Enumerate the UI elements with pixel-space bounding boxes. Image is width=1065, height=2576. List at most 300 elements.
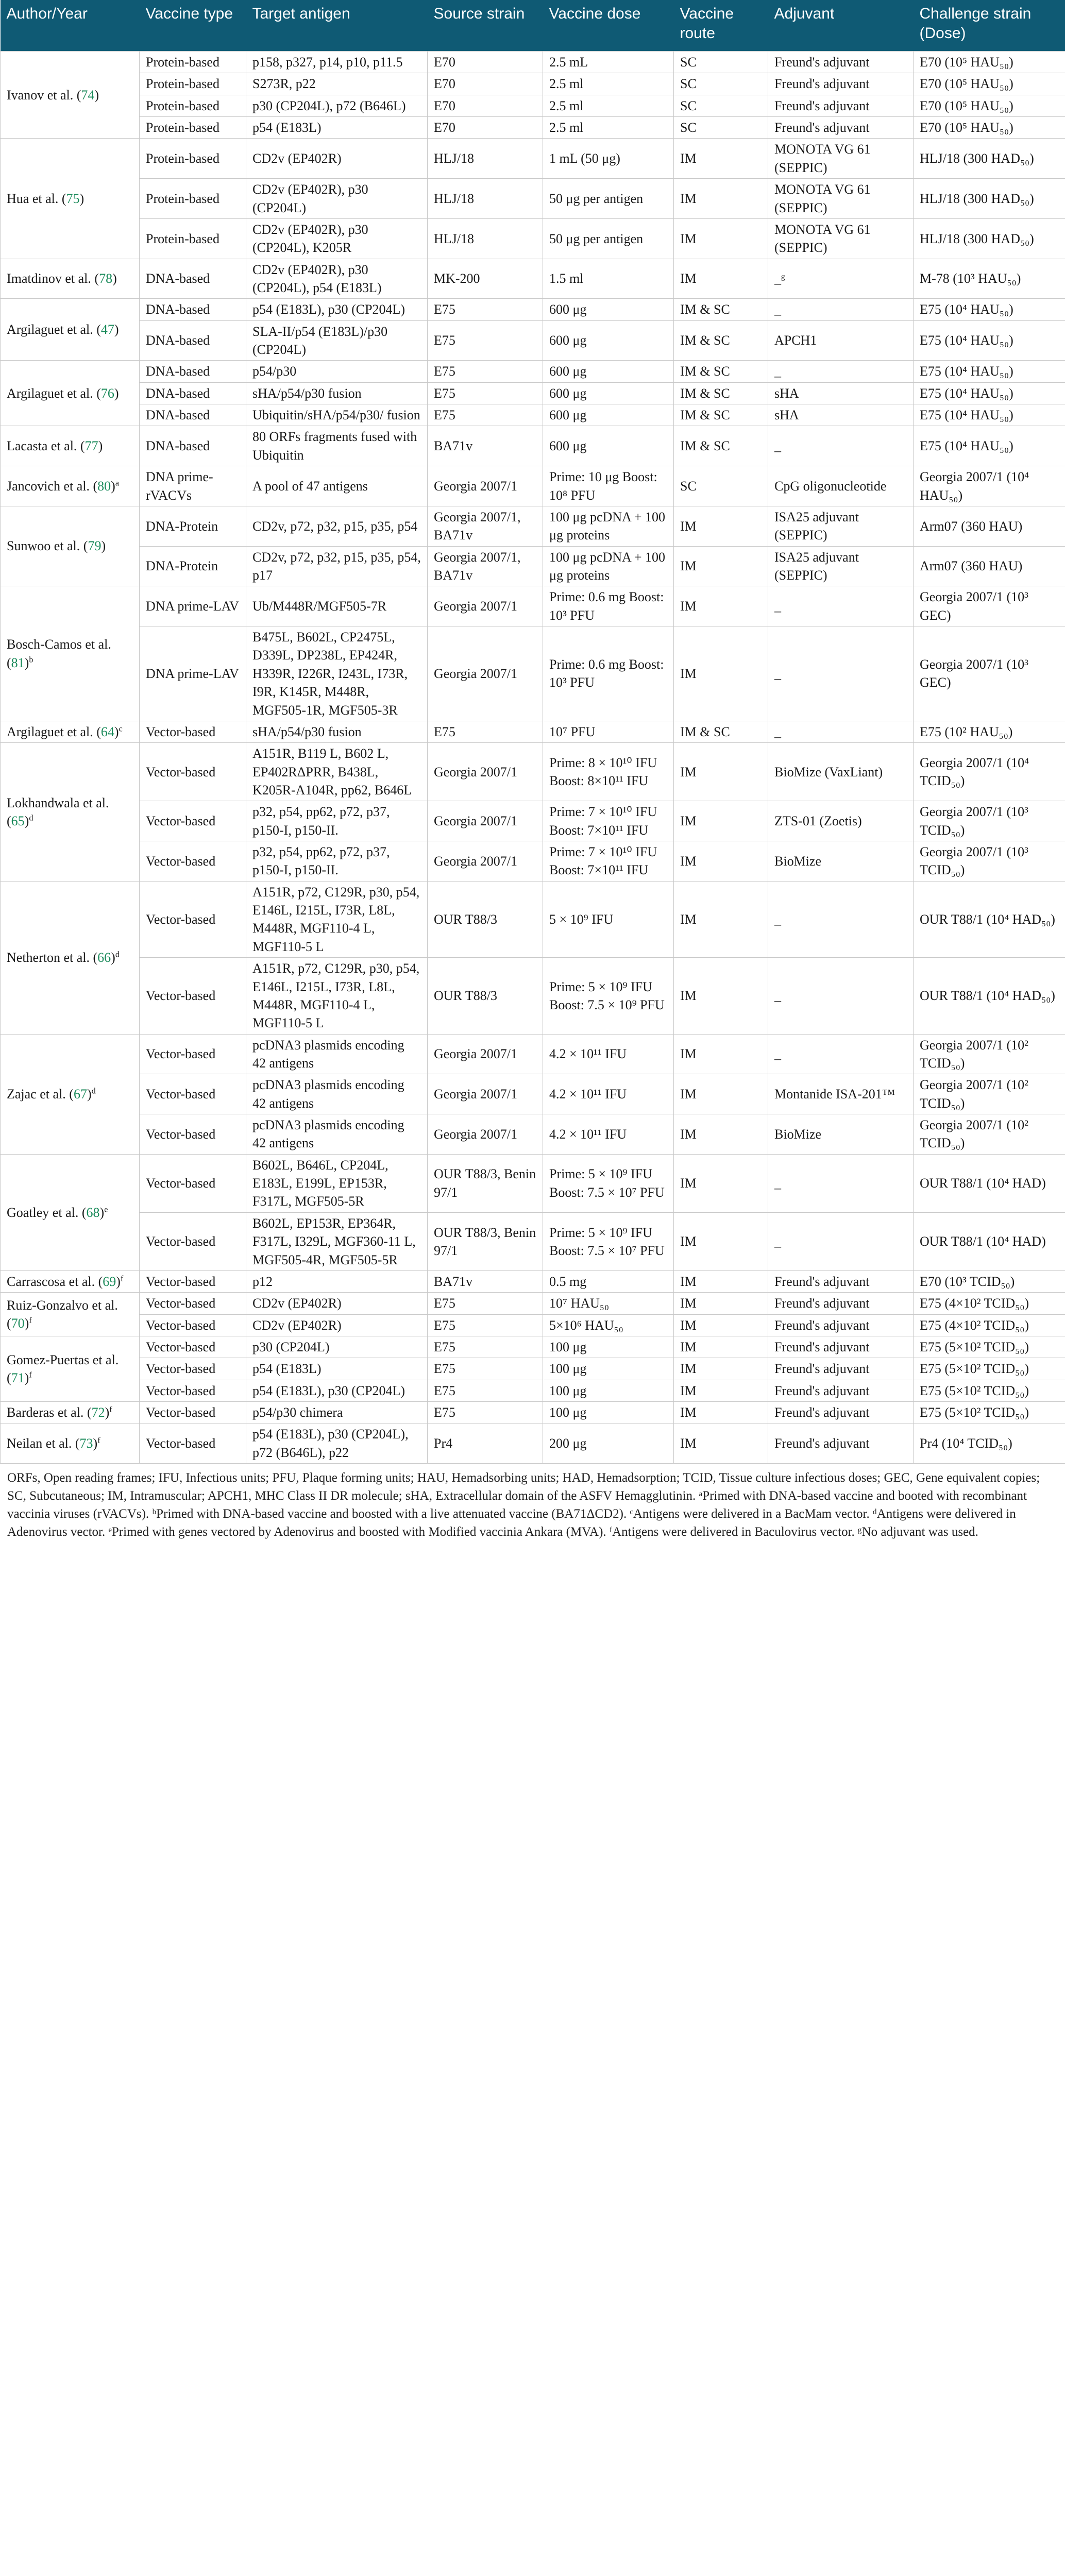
author-name: Ruiz-Gonzalvo et al.: [7, 1297, 118, 1313]
reference-link[interactable]: 66: [97, 950, 111, 965]
reference-link[interactable]: 47: [100, 322, 114, 337]
vaccine-dose-cell: 600 μg: [543, 404, 674, 426]
author-name: Argilaguet et al.: [7, 322, 93, 337]
challenge-strain-cell: Georgia 2007/1 (10³ GEC): [914, 586, 1065, 626]
header-adjuvant: Adjuvant: [768, 0, 914, 52]
author-cell: Barderas et al. $(72)^f$: [1, 1402, 140, 1423]
challenge-strain-cell: HLJ/18 (300 HAD₅₀): [914, 218, 1065, 259]
vaccine-route-cell: IM: [674, 546, 768, 586]
reference-link[interactable]: 80: [97, 478, 111, 494]
source-strain-cell: OUR T88/3, Benin 97/1: [428, 1212, 543, 1270]
challenge-strain-cell: E75 (10⁴ HAU₅₀): [914, 404, 1065, 426]
vaccine-type-cell: Vector-based: [140, 1336, 246, 1358]
vaccine-dose-cell: 600 μg: [543, 361, 674, 382]
vaccine-type-cell: Vector-based: [140, 721, 246, 742]
adjuvant-cell: _: [768, 361, 914, 382]
source-strain-cell: BA71v: [428, 426, 543, 466]
vaccine-route-cell: SC: [674, 117, 768, 139]
reference-link[interactable]: 69: [103, 1274, 116, 1289]
adjuvant-cell: _: [768, 626, 914, 721]
source-strain-cell: E75: [428, 404, 543, 426]
challenge-strain-cell: Arm07 (360 HAU): [914, 506, 1065, 546]
reference-link[interactable]: 73: [79, 1436, 93, 1451]
source-strain-cell: E70: [428, 117, 543, 139]
challenge-strain-cell: E75 (10⁴ HAU₅₀): [914, 382, 1065, 404]
table-row: [1, 506, 1065, 546]
challenge-strain-cell: OUR T88/1 (10⁴ HAD): [914, 1212, 1065, 1270]
table-row: [1, 1074, 1065, 1114]
challenge-strain-cell: M-78 (10³ HAU₅₀): [914, 259, 1065, 299]
header-source-strain: Source strain: [428, 0, 543, 52]
reference-link[interactable]: 76: [100, 385, 114, 401]
source-strain-cell: E70: [428, 95, 543, 116]
source-strain-cell: HLJ/18: [428, 218, 543, 259]
header-vaccine-dose: Vaccine dose: [543, 0, 674, 52]
adjuvant-cell: ZTS-01 (Zoetis): [768, 801, 914, 841]
source-strain-cell: E70: [428, 73, 543, 95]
adjuvant-cell: MONOTA VG 61 (SEPPIC): [768, 179, 914, 219]
challenge-strain-cell: Georgia 2007/1 (10² TCID₅₀): [914, 1034, 1065, 1074]
vaccine-dose-cell: Prime: 7 × 10¹⁰ IFU Boost: 7×10¹¹ IFU: [543, 841, 674, 882]
source-strain-cell: Georgia 2007/1, BA71v: [428, 546, 543, 586]
adjuvant-cell: sHA: [768, 404, 914, 426]
source-strain-cell: Georgia 2007/1: [428, 586, 543, 626]
header-row: [1, 0, 1065, 52]
author-cell: Ivanov et al. (74): [1, 52, 140, 139]
vaccine-dose-cell: Prime: 7 × 10¹⁰ IFU Boost: 7×10¹¹ IFU: [543, 801, 674, 841]
vaccine-route-cell: IM & SC: [674, 382, 768, 404]
vaccine-route-cell: IM & SC: [674, 361, 768, 382]
vaccine-type-cell: Protein-based: [140, 95, 246, 116]
table-row: [1, 466, 1065, 506]
target-antigen-cell: p12: [246, 1270, 428, 1292]
vaccine-route-cell: IM: [674, 506, 768, 546]
source-strain-cell: MK-200: [428, 259, 543, 299]
author-name: Lacasta et al.: [7, 438, 77, 454]
vaccine-route-cell: IM: [674, 1380, 768, 1401]
source-strain-cell: OUR T88/3, Benin 97/1: [428, 1154, 543, 1212]
vaccine-type-cell: Vector-based: [140, 1270, 246, 1292]
table-row: [1, 1358, 1065, 1380]
vaccine-route-cell: IM & SC: [674, 404, 768, 426]
vaccine-dose-cell: 0.5 mg: [543, 1270, 674, 1292]
author-cell: Bosch-Camos et al. $(81)^b$: [1, 586, 140, 721]
table-row: [1, 95, 1065, 116]
vaccine-dose-cell: 100 μg pcDNA + 100 μg proteins: [543, 506, 674, 546]
vaccine-dose-cell: 10⁷ HAU₅₀: [543, 1293, 674, 1314]
author-cell: Argilaguet et al. (47): [1, 299, 140, 361]
vaccine-route-cell: IM: [674, 1212, 768, 1270]
challenge-strain-cell: OUR T88/1 (10⁴ HAD₅₀): [914, 958, 1065, 1034]
target-antigen-cell: Ubiquitin/sHA/p54/p30/ fusion: [246, 404, 428, 426]
vaccine-dose-cell: 100 μg: [543, 1380, 674, 1401]
table-body: [1, 52, 1065, 1464]
header-challenge-strain: Challenge strain (Dose): [914, 0, 1065, 52]
vaccine-route-cell: IM: [674, 1270, 768, 1292]
reference-link[interactable]: 75: [66, 191, 80, 206]
vaccine-type-cell: DNA-Protein: [140, 506, 246, 546]
table-row: [1, 1380, 1065, 1401]
target-antigen-cell: sHA/p54/p30 fusion: [246, 382, 428, 404]
vaccine-dose-cell: 10⁷ PFU: [543, 721, 674, 742]
vaccine-route-cell: IM: [674, 841, 768, 882]
author-name: Carrascosa et al.: [7, 1274, 95, 1289]
adjuvant-cell: MONOTA VG 61 (SEPPIC): [768, 218, 914, 259]
source-strain-cell: E75: [428, 382, 543, 404]
vaccine-dose-cell: 50 μg per antigen: [543, 218, 674, 259]
target-antigen-cell: A151R, p72, C129R, p30, p54, E146L, I215L, I73R, L8L, M448R, MGF110-4 L, MGF110-5 L: [246, 958, 428, 1034]
author-name: Jancovich et al.: [7, 478, 90, 494]
adjuvant-cell: Montanide ISA-201™: [768, 1074, 914, 1114]
challenge-strain-cell: Arm07 (360 HAU): [914, 546, 1065, 586]
adjuvant-cell: _: [768, 586, 914, 626]
vaccine-dose-cell: 1 mL (50 μg): [543, 139, 674, 179]
vaccine-dose-cell: 4.2 × 10¹¹ IFU: [543, 1074, 674, 1114]
author-name: Imatdinov et al.: [7, 271, 91, 286]
source-strain-cell: OUR T88/3: [428, 881, 543, 957]
source-strain-cell: E75: [428, 1336, 543, 1358]
target-antigen-cell: p32, p54, pp62, p72, p37, p150-I, p150-II.: [246, 841, 428, 882]
adjuvant-cell: Freund's adjuvant: [768, 1314, 914, 1336]
vaccine-dose-cell: Prime: 0.6 mg Boost: 10³ PFU: [543, 626, 674, 721]
target-antigen-cell: 80 ORFs fragments fused with Ubiquitin: [246, 426, 428, 466]
header-vaccine-route: Vaccine route: [674, 0, 768, 52]
reference-link[interactable]: 71: [11, 1370, 25, 1386]
reference-link[interactable]: 79: [88, 538, 102, 554]
table-row: [1, 841, 1065, 882]
vaccine-type-cell: Protein-based: [140, 73, 246, 95]
adjuvant-cell: _: [768, 1034, 914, 1074]
vaccine-route-cell: SC: [674, 466, 768, 506]
adjuvant-cell: _: [768, 881, 914, 957]
vaccine-route-cell: IM: [674, 1293, 768, 1314]
vaccine-route-cell: IM & SC: [674, 426, 768, 466]
vaccine-route-cell: SC: [674, 52, 768, 73]
vaccine-route-cell: SC: [674, 95, 768, 116]
target-antigen-cell: sHA/p54/p30 fusion: [246, 721, 428, 742]
vaccine-route-cell: SC: [674, 73, 768, 95]
vaccine-type-cell: DNA-based: [140, 320, 246, 361]
source-strain-cell: Georgia 2007/1: [428, 1034, 543, 1074]
table-row: [1, 218, 1065, 259]
table-row: [1, 1154, 1065, 1212]
table-row: [1, 1212, 1065, 1270]
footnote-marker: d: [115, 950, 120, 959]
table-row: [1, 1114, 1065, 1155]
author-cell: Zajac et al. $(67)^d$: [1, 1034, 140, 1154]
reference-link[interactable]: 74: [81, 87, 95, 103]
author-name: Argilaguet et al.: [7, 724, 93, 739]
table-row: [1, 1314, 1065, 1336]
vaccine-route-cell: IM: [674, 1402, 768, 1423]
target-antigen-cell: p158, p327, p14, p10, p11.5: [246, 52, 428, 73]
author-cell: Argilaguet et al. (76): [1, 361, 140, 426]
source-strain-cell: E75: [428, 1358, 543, 1380]
footnote-marker: c: [119, 724, 123, 734]
vaccine-dose-cell: Prime: 5 × 10⁹ IFU Boost: 7.5 × 10⁷ PFU: [543, 1154, 674, 1212]
adjuvant-cell: BioMize (VaxLiant): [768, 743, 914, 801]
challenge-strain-cell: HLJ/18 (300 HAD₅₀): [914, 179, 1065, 219]
vaccine-type-cell: DNA-based: [140, 382, 246, 404]
vaccine-type-cell: DNA-based: [140, 404, 246, 426]
vaccine-dose-cell: 600 μg: [543, 299, 674, 320]
vaccine-type-cell: Vector-based: [140, 1423, 246, 1464]
challenge-strain-cell: OUR T88/1 (10⁴ HAD₅₀): [914, 881, 1065, 957]
adjuvant-cell: _: [768, 958, 914, 1034]
vaccine-type-cell: Vector-based: [140, 1034, 246, 1074]
vaccine-dose-cell: Prime: 8 × 10¹⁰ IFU Boost: 8×10¹¹ IFU: [543, 743, 674, 801]
adjuvant-cell: _: [768, 721, 914, 742]
adjuvant-cell: ISA25 adjuvant (SEPPIC): [768, 546, 914, 586]
source-strain-cell: Georgia 2007/1: [428, 743, 543, 801]
table-row: [1, 299, 1065, 320]
challenge-strain-cell: E75 (10⁴ HAU₅₀): [914, 320, 1065, 361]
vaccine-type-cell: Protein-based: [140, 139, 246, 179]
source-strain-cell: OUR T88/3: [428, 958, 543, 1034]
challenge-strain-cell: E70 (10⁵ HAU₅₀): [914, 73, 1065, 95]
footnote-marker: a: [115, 479, 119, 488]
challenge-strain-cell: E70 (10⁵ HAU₅₀): [914, 117, 1065, 139]
vaccine-type-cell: Vector-based: [140, 1114, 246, 1155]
footnote-marker: d: [91, 1087, 96, 1096]
target-antigen-cell: p54/p30 chimera: [246, 1402, 428, 1423]
source-strain-cell: Georgia 2007/1: [428, 841, 543, 882]
table-row: [1, 320, 1065, 361]
vaccine-route-cell: IM & SC: [674, 320, 768, 361]
reference-link[interactable]: 67: [73, 1087, 87, 1101]
vaccine-route-cell: IM: [674, 626, 768, 721]
challenge-strain-cell: E70 (10⁵ HAU₅₀): [914, 95, 1065, 116]
table-row: [1, 139, 1065, 179]
target-antigen-cell: CD2v (EP402R), p30 (CP204L): [246, 179, 428, 219]
vaccine-route-cell: IM: [674, 801, 768, 841]
vaccine-type-cell: Vector-based: [140, 1154, 246, 1212]
challenge-strain-cell: E75 (10² HAU₅₀): [914, 721, 1065, 742]
vaccine-type-cell: Vector-based: [140, 958, 246, 1034]
target-antigen-cell: p30 (CP204L), p72 (B646L): [246, 95, 428, 116]
footnote-marker: f: [109, 1405, 112, 1414]
challenge-strain-cell: E70 (10³ TCID₅₀): [914, 1270, 1065, 1292]
challenge-strain-cell: E75 (4×10² TCID₅₀): [914, 1314, 1065, 1336]
reference-link[interactable]: 77: [84, 438, 98, 454]
author-name: Neilan et al.: [7, 1436, 72, 1451]
challenge-strain-cell: E75 (5×10² TCID₅₀): [914, 1402, 1065, 1423]
vaccine-dose-cell: 600 μg: [543, 320, 674, 361]
author-cell: Hua et al. (75): [1, 139, 140, 259]
table-row: [1, 546, 1065, 586]
table-row: [1, 1293, 1065, 1314]
vaccine-type-cell: Vector-based: [140, 1074, 246, 1114]
target-antigen-cell: CD2v, p72, p32, p15, p35, p54, p17: [246, 546, 428, 586]
target-antigen-cell: pcDNA3 plasmids encoding 42 antigens: [246, 1114, 428, 1155]
challenge-strain-cell: HLJ/18 (300 HAD₅₀): [914, 139, 1065, 179]
table-row: [1, 801, 1065, 841]
source-strain-cell: HLJ/18: [428, 179, 543, 219]
author-name: Gomez-Puertas et al.: [7, 1352, 119, 1367]
vaccine-type-cell: Vector-based: [140, 1293, 246, 1314]
vaccine-route-cell: IM: [674, 1074, 768, 1114]
author-name: Hua et al.: [7, 191, 59, 206]
vaccine-type-cell: Protein-based: [140, 117, 246, 139]
target-antigen-cell: CD2v, p72, p32, p15, p35, p54: [246, 506, 428, 546]
reference-link[interactable]: 70: [11, 1316, 25, 1331]
author-cell: Netherton et al. $(66)^d$: [1, 881, 140, 1034]
challenge-strain-cell: Georgia 2007/1 (10³ GEC): [914, 626, 1065, 721]
table-row: [1, 1270, 1065, 1292]
challenge-strain-cell: Georgia 2007/1 (10² TCID₅₀): [914, 1114, 1065, 1155]
footnote-marker: f: [97, 1436, 100, 1445]
author-name: Lokhandwala et al.: [7, 795, 109, 810]
target-antigen-cell: pcDNA3 plasmids encoding 42 antigens: [246, 1074, 428, 1114]
target-antigen-cell: B602L, B646L, CP204L, E183L, E199L, EP153R, F317L, MGF505-5R: [246, 1154, 428, 1212]
author-name: Netherton et al.: [7, 950, 90, 965]
reference-link[interactable]: 81: [11, 655, 25, 670]
reference-link[interactable]: 72: [91, 1405, 105, 1420]
vaccine-route-cell: IM: [674, 1314, 768, 1336]
author-name: Sunwoo et al.: [7, 538, 80, 554]
target-antigen-cell: CD2v (EP402R): [246, 1314, 428, 1336]
adjuvant-cell: sHA: [768, 382, 914, 404]
target-antigen-cell: p54 (E183L), p30 (CP204L): [246, 299, 428, 320]
target-antigen-cell: A151R, B119 L, B602 L, EP402RΔPRR, B438L, K205R-A104R, pp62, B646L: [246, 743, 428, 801]
vaccine-route-cell: IM: [674, 1154, 768, 1212]
reference-link[interactable]: 68: [86, 1205, 100, 1220]
target-antigen-cell: A151R, p72, C129R, p30, p54, E146L, I215L, I73R, L8L, M448R, MGF110-4 L, MGF110-5 L: [246, 881, 428, 957]
target-antigen-cell: p54 (E183L): [246, 1358, 428, 1380]
author-name: Goatley et al.: [7, 1205, 79, 1220]
adjuvant-cell: Freund's adjuvant: [768, 52, 914, 73]
vaccine-dose-cell: 100 μg pcDNA + 100 μg proteins: [543, 546, 674, 586]
adjuvant-cell: Freund's adjuvant: [768, 1270, 914, 1292]
vaccine-dose-cell: 50 μg per antigen: [543, 179, 674, 219]
reference-link[interactable]: 65: [11, 813, 25, 828]
vaccine-route-cell: IM: [674, 1114, 768, 1155]
vaccine-dose-cell: Prime: 10 μg Boost: 10⁸ PFU: [543, 466, 674, 506]
footnote-marker: f: [120, 1274, 124, 1283]
author-cell: Goatley et al. $(68)^e$: [1, 1154, 140, 1270]
author-name: Barderas et al.: [7, 1405, 84, 1420]
vaccine-type-cell: Protein-based: [140, 218, 246, 259]
vaccine-route-cell: IM: [674, 1336, 768, 1358]
adjuvant-cell: Freund's adjuvant: [768, 1336, 914, 1358]
footnote-marker: d: [29, 814, 33, 823]
header-vaccine-type: Vaccine type: [140, 0, 246, 52]
target-antigen-cell: CD2v (EP402R), p30 (CP204L), K205R: [246, 218, 428, 259]
target-antigen-cell: B602L, EP153R, EP364R, F317L, I329L, MGF360-11 L, MGF505-4R, MGF505-5R: [246, 1212, 428, 1270]
challenge-strain-cell: E75 (5×10² TCID₅₀): [914, 1358, 1065, 1380]
source-strain-cell: E75: [428, 1402, 543, 1423]
source-strain-cell: E70: [428, 52, 543, 73]
target-antigen-cell: p54/p30: [246, 361, 428, 382]
source-strain-cell: E75: [428, 320, 543, 361]
table-header: [1, 0, 1065, 52]
vaccine-type-cell: DNA-based: [140, 426, 246, 466]
source-strain-cell: E75: [428, 1314, 543, 1336]
challenge-strain-cell: E70 (10⁵ HAU₅₀): [914, 52, 1065, 73]
author-name: Bosch-Camos et al.: [7, 637, 111, 652]
vaccine-route-cell: IM: [674, 586, 768, 626]
challenge-strain-cell: E75 (5×10² TCID₅₀): [914, 1336, 1065, 1358]
challenge-strain-cell: E75 (4×10² TCID₅₀): [914, 1293, 1065, 1314]
table-row: [1, 73, 1065, 95]
challenge-strain-cell: OUR T88/1 (10⁴ HAD): [914, 1154, 1065, 1212]
author-cell: Lokhandwala et al. $(65)^d$: [1, 743, 140, 882]
vaccine-type-cell: DNA prime-rVACVs: [140, 466, 246, 506]
source-strain-cell: Georgia 2007/1, BA71v: [428, 506, 543, 546]
target-antigen-cell: p54 (E183L): [246, 117, 428, 139]
table-row: [1, 404, 1065, 426]
vaccine-dose-cell: Prime: 0.6 mg Boost: 10³ PFU: [543, 586, 674, 626]
vaccine-dose-cell: 5×10⁶ HAU₅₀: [543, 1314, 674, 1336]
vaccine-type-cell: Vector-based: [140, 1402, 246, 1423]
vaccine-type-cell: Vector-based: [140, 1358, 246, 1380]
vaccine-type-cell: Vector-based: [140, 1380, 246, 1401]
adjuvant-cell: CpG oligonucleotide: [768, 466, 914, 506]
table-row: [1, 586, 1065, 626]
challenge-strain-cell: E75 (5×10² TCID₅₀): [914, 1380, 1065, 1401]
source-strain-cell: Georgia 2007/1: [428, 1114, 543, 1155]
source-strain-cell: E75: [428, 299, 543, 320]
adjuvant-cell: ISA25 adjuvant (SEPPIC): [768, 506, 914, 546]
author-cell: Neilan et al. $(73)^f$: [1, 1423, 140, 1464]
vaccine-type-cell: Vector-based: [140, 1212, 246, 1270]
table-row: [1, 361, 1065, 382]
vaccine-route-cell: IM & SC: [674, 299, 768, 320]
table-row: [1, 382, 1065, 404]
challenge-strain-cell: Georgia 2007/1 (10⁴ HAU₅₀): [914, 466, 1065, 506]
vaccine-type-cell: DNA-Protein: [140, 546, 246, 586]
target-antigen-cell: p54 (E183L), p30 (CP204L): [246, 1380, 428, 1401]
adjuvant-cell: _: [768, 1212, 914, 1270]
vaccine-dose-cell: 2.5 ml: [543, 73, 674, 95]
source-strain-cell: Georgia 2007/1: [428, 626, 543, 721]
adjuvant-cell: _ᵍ: [768, 259, 914, 299]
vaccine-dose-cell: 100 μg: [543, 1336, 674, 1358]
adjuvant-cell: _: [768, 1154, 914, 1212]
source-strain-cell: Georgia 2007/1: [428, 801, 543, 841]
vaccine-type-cell: Vector-based: [140, 743, 246, 801]
target-antigen-cell: CD2v (EP402R): [246, 1293, 428, 1314]
source-strain-cell: HLJ/18: [428, 139, 543, 179]
vaccine-dose-cell: 4.2 × 10¹¹ IFU: [543, 1114, 674, 1155]
vaccine-dose-cell: 100 μg: [543, 1402, 674, 1423]
reference-link[interactable]: 78: [99, 271, 113, 286]
table-row: [1, 52, 1065, 73]
footnote-marker: f: [29, 1316, 32, 1325]
adjuvant-cell: BioMize: [768, 841, 914, 882]
vaccine-route-cell: IM: [674, 881, 768, 957]
adjuvant-cell: Freund's adjuvant: [768, 73, 914, 95]
source-strain-cell: E75: [428, 721, 543, 742]
source-strain-cell: Georgia 2007/1: [428, 1074, 543, 1114]
author-cell: Argilaguet et al. $(64)^c$: [1, 721, 140, 742]
author-cell: Lacasta et al. (77): [1, 426, 140, 466]
source-strain-cell: BA71v: [428, 1270, 543, 1292]
reference-link[interactable]: 64: [100, 724, 114, 739]
footnote-marker: b: [29, 655, 33, 664]
vaccine-type-cell: DNA-based: [140, 259, 246, 299]
target-antigen-cell: CD2v (EP402R), p30 (CP204L), p54 (E183L): [246, 259, 428, 299]
target-antigen-cell: p30 (CP204L): [246, 1336, 428, 1358]
vaccine-route-cell: IM: [674, 743, 768, 801]
vaccine-dose-cell: 600 μg: [543, 382, 674, 404]
vaccine-dose-cell: Prime: 5 × 10⁹ IFU Boost: 7.5 × 10⁷ PFU: [543, 1212, 674, 1270]
vaccine-route-cell: IM: [674, 259, 768, 299]
table-row: [1, 1423, 1065, 1464]
author-cell: Gomez-Puertas et al. $(71)^f$: [1, 1336, 140, 1402]
table-row: [1, 743, 1065, 801]
challenge-strain-cell: E75 (10⁴ HAU₅₀): [914, 426, 1065, 466]
